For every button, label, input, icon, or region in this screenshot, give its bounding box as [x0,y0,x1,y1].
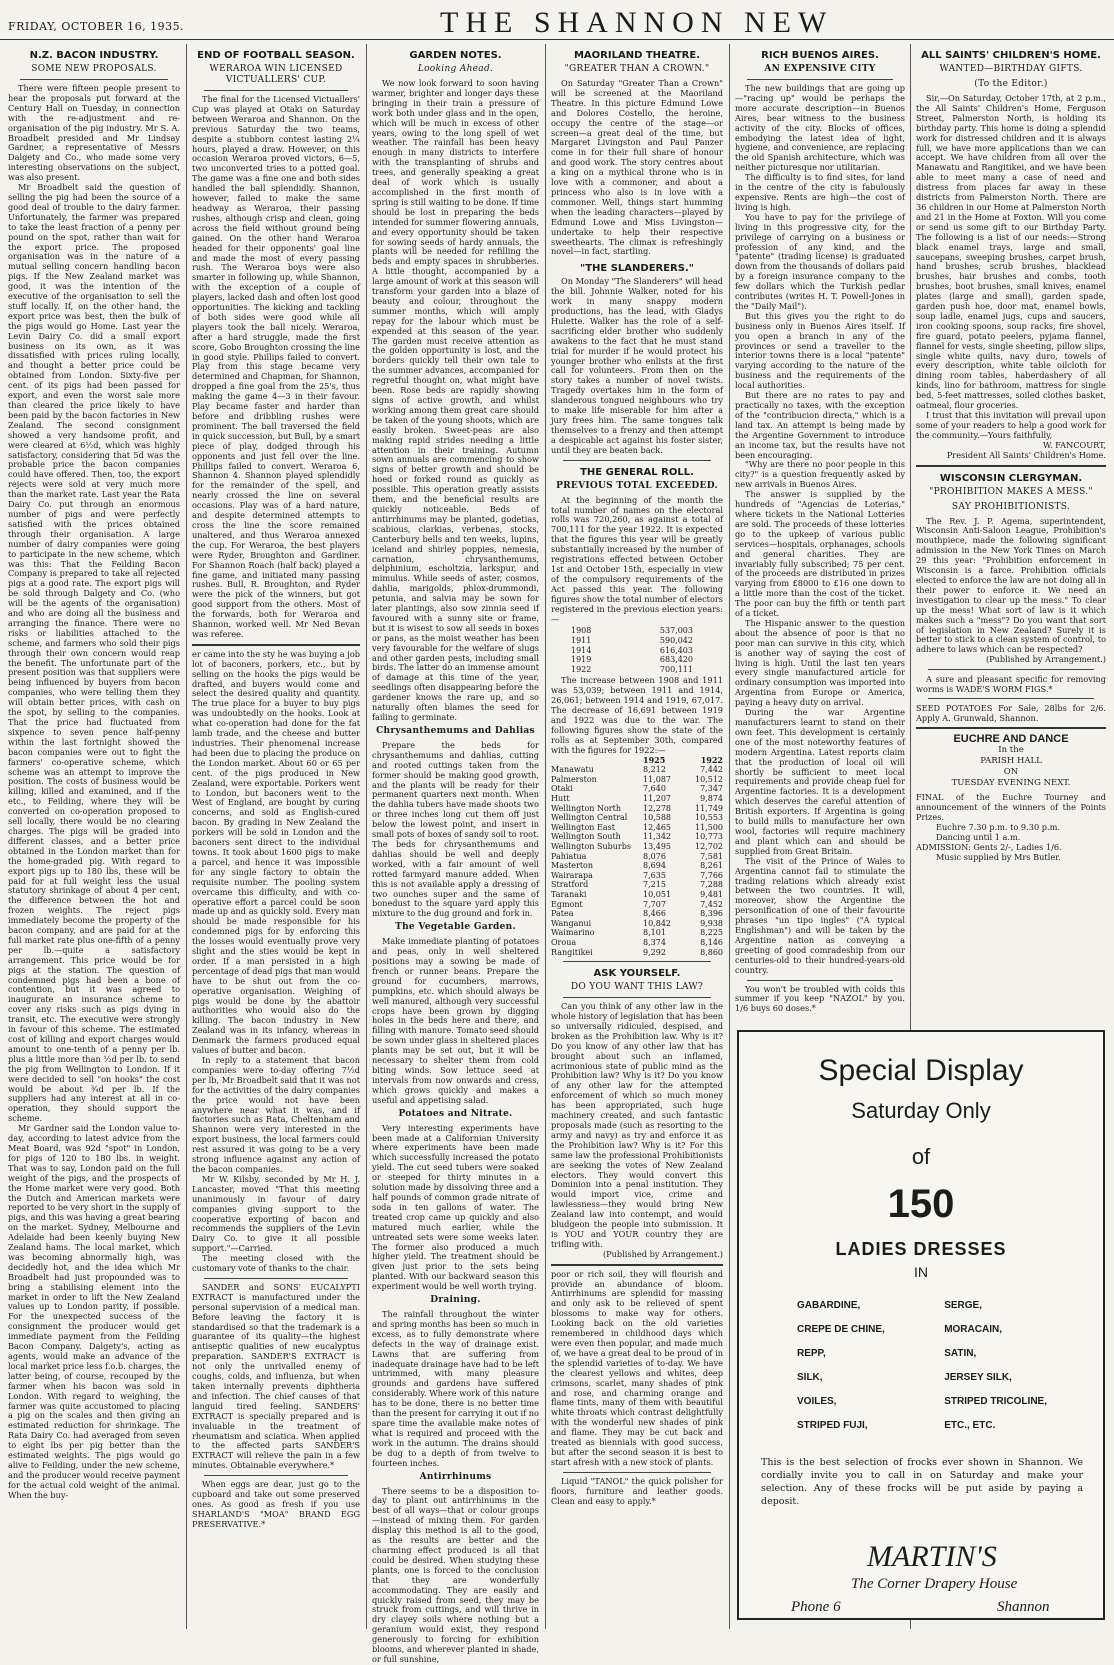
shop-town: Shannon [997,1599,1050,1615]
article-paragraph: Make immediate planting of potatoes and peas, only in well sheltered positions may a sowing be made of french or runner beans. Prepare the ground for cucumbers, marrows, pumpkins, etc. which should always be well manured, although very successful crops have been grown by digging holes in the beds here and there, and filling with manure. Tomato seed should be sown under glass in sheltered places plants may be set out, but it will be necessary to shelter them from cold biting winds. Sow lettuce seed at intervals from now onwards and cress, which grows quickly and makes a useful and appetising salad. [372,936,539,1105]
table-row [551,900,723,910]
table-cell: 11,087 [643,774,671,784]
article-paragraph: Mr W. Kilsby, seconded by Mr H. J. Lancaster, moved "That this meeting unanimously in favour of dairy companies giving support to the cooperative exporting of bacon and recommends the suppliers of the Levin Dairy Co. to give it all possible support."—Carried. [192,1173,360,1254]
article-subhead: AN EXPENSIVE CITY [764,64,876,74]
table-cell: Wellington Suburbs [551,841,631,851]
divider [928,669,1094,670]
issue-date: FRIDAY, OCTOBER 16, 1935. [8,20,185,33]
article-headline: THE GENERAL ROLL. [580,466,694,478]
table-row [551,832,723,842]
table-row [551,919,723,929]
table-row [571,636,693,646]
article-paragraph: On Saturday "Greater Than a Crown" will be screened at the Maoriland Theatre. In this picture Edmund Lowe and Dolores Costello, the heroine, occupy the centre of the stage—or screen—a great deal of the time, but Margaret Livingston and Paul Panzer come in for their full share of honour and good work. The story centres about a king on a mythical throne who is in love with a commoner, and about a princess who also is in love with a commoner. Well, things start humming when the leading characters—played by Edmund Lowe and Miss Livingston—undertake to help their respective sweethearts. The climax is refreshingly novel—in fact, startling. [551,78,723,257]
article-paragraph: The increase between 1908 and 1911 was 53,039; between 1911 and 1914, 26,061; between 1914 and 1919, 67,017. The decrease of 16,691 between 1919 and 1922 was due to the war. The following figures show the state of the rolls as at September 30th, compared with the figures for 1922:— [551,675,723,755]
article-paragraph: The Rev. J. P. Agema, superintendent, Wisconsin Anti-Saloon League, Prohibition's mouthpiece, made the following significant admission in the New York Times on March 29 this year: "Prohibition enforcement in Wisconsin is a farce. Prohibition officials elected to enforce the law are not doing all in their power to enforce it. We need an investigation to clear up the mess." To clear up the mess! What sort of law is it which makes such a "mess"? Do you want that sort of legislation in New Zealand? Surely it is better to stick to a clean system of control, to adhere to laws which can be respected? [916,515,1106,655]
article-paragraph: The visit of the Prince of Wales to Argentina cannot fail to stimulate the trading relations which already exist between the two countries. It will, moreover, show the Argentine the personification of one of their favourite phrases "un tipo ingles" ("A typical Englishman") and will be taken by the Argentine nation as conveying a greeting of good comradeship from our centuries-old to their hundred-years-old country. [735,855,905,975]
martins-advertisement [737,1030,1105,1620]
signature-title: President All Saints' Children's Home. [946,449,1106,460]
article-paragraph: The new buildings that are going up—"racing up" would be perhaps the more accurate description—in Buenos Aires, bear witness to the business activity of the city. Blocks of offices, embodying the latest idea of light, hygiene, and convenience, are replacing the old Spanish architecture, which was neither picturesque nor utilitarian. [735,83,905,173]
table-row [551,775,723,785]
table-cell: 8,261 [700,861,723,871]
section-subhead: The Vegetable Garden. [395,922,516,933]
article-paragraph: We now look forward to soon having warmer, brighter and longer days these bringing in their train a pressure of work both under glass and in the open, which will be much in excess of other years, owing to the long spell of wet weather. The rainfall has been heavy enough in many districts to interfere with the transplanting of shrubs and trees, and generally speaking a great deal of work which is usually accomplished in the first month of spring is still waiting to be done. If time should be lost in preparing the beds intended for summer flowering annuals, and every opportunity should be taken for sowing seeds of hardy annuals, the plants will be needed for refilling the beds and empty spaces in shrubberies. A little thought, accompanied by a large amount of work at this season will transform your garden into a blaze of beauty and colour, throughout the summer months, which will amply repay for the labour which must be expended at this season of the year. The garden must receive attention as the golden opportunity is lost, and the borders quickly tell their own tale to the summer advances, accompanied for regretful thought on, what might have been. Rose beds are rapidly showing signs of active growth, and whilst working among them great care should be taken of the young shoots, which are easily broken. Sweet-peas are also making rapid strides needing a little attention in their training. Autumn sown annuals are commencing to show signs of better growth and should be hoed or forked round as quickly as possible. This operation greatly assists them, and the beneficial results are quickly noticeable. Beds of antirrhinums may be planted, godetias, scabious, clarkias, verbenas, stocks, Canterbury bells and ten weeks, lupins, iceland and shirley poppies, nemesia, carnation, chrysanthemums, delphinium, escholtzia, larkspur, and mimulus. While seeds of aster, cosmos, dahlia, marigolds, phlox-drummondi, petunia, and salvia may be sown for later plantings, also sow zinnia seed if favoured with a sunny site or frame, but it is wisest to sow all seeds in boxes or pans, as the moist weather has been very favourable for the welfare of slugs and other garden pests, including small birds. The latter do an immense amount of damage at this time of the year, seedlings often disappearing before the gardener knows the rare up, and so naturally often blames the seed for failing to germinate. [372,78,539,722]
table-cell: Wellington South [551,832,621,842]
article-paragraph: In reply to a statement that bacon companies were to-day offering 7½d per lb, Mr Broadbelt said that it was not for the activities of the dairy companies the price would not have been anywhere near what it was, and if factories such as Rata, Cheltenham and Shannon were very interested in the export business, the local farmers could rest assured it was going to be a very strong influence against any action of the bacon companies. [192,1055,360,1174]
table-header [551,756,723,766]
ad-of: of [911,1144,931,1169]
table-cell: 616,403 [659,645,693,655]
ad-quantity: 150 [887,1182,955,1226]
table-cell: 590,042 [659,636,693,645]
fabric-item: STRIPED TRICOLINE, [944,1396,1047,1407]
table-cell: Stratford [551,880,589,890]
ad-note: This is the best selection of frocks ever shown in Shannon. We cordially invite you to call in on Saturday and make your selection. Any of these frocks will be put aside by paying a deposit. [761,1457,1083,1507]
article-paragraph: er came into the sty he was buying a job lot of baconers, porkers, etc., but by selling on the hooks the pigs would be drafted, and buyers would come and select the desired quality and quantity. The true place for a buyer to buy pigs was undoubtedly on the hooks. Look at what co-operation had done for the fat lamb trade, and the cheese and butter industries. Their phenomenal increase had been due to placing the produce on the London market. About 60 or 65 per cent. of the pigs produced in New Zealand, were exportable. Porkers went to London, but baconers went to the West of England, are bought by curing concerns, and sold as English-cured bacon. By grading in New Zealand the porkers will be sold in London and the baconers sent direct to the individual towns. It took about 1600 pigs to make a parcel, and hence it was impossible for any single factory to obtain the requisite number. The pooling system overcame this difficulty, and with co-operative effort a parcel could be soon made up and as quickly sold. Every man should be made responsible for his condemned pigs for by enforcing this the losses would eventually prove very slight and the sties would be kept in order. If a man persisted in a high percentage of dead pigs that man would have to be shut out from the co-operative organisation. Weighing of pigs would be done by the abattoir authorities who would also do the killing. The bacon industry in New Zealand was in its infancy, whereas in Denmark the farmers produced equal values of butter and bacon. [192,648,360,1056]
article-paragraph: There were fifteen people present to hear the proposals put forward at the Century Hall on Tuesday, in connection with the re-adjustment and re-organisation of the pig industry. Mr S. A. Broadbelt presided and Mr Lindsay Gardner, a representative of Messrs Dalgety and Co., who made some very interesting observations on the subject, was also present. [8,83,180,183]
table-cell: Taranaki [551,889,587,899]
table-cell: 8,466 [643,909,666,919]
table-row [551,794,723,804]
event-detail: FINAL of the Euchre Tourney and announcement of the winners of the Points Prizes. [916,792,1106,823]
fabric-item: SATIN, [944,1348,977,1359]
table-cell: 10,773 [695,832,723,842]
article-subhead: SAY PROHIBITIONISTS. [951,501,1071,512]
divider [204,1475,348,1476]
article-paragraph: "Why are there no poor people in this city?" is a question frequently asked by new arrivals in Buenos Aires. [735,459,905,490]
section-subhead: Antirrhinums [419,1471,492,1482]
article-paragraph: But there are no rates to pay and practically no taxes, with the exception of the "contribucion directa," which is a land tax. An attempt is being made by the Argentine Government to introduce an income tax, but the results have not been encouraging. [735,390,905,460]
divider [916,727,1106,729]
article-subhead: SOME NEW PROPOSALS. [31,64,157,74]
table-row [551,842,723,852]
article-paragraph: Sir,—On Saturday, October 17th, at 2 p.m., the All Saints' Children's Home, Ferguson Street, Palmerston North, is holding its birthday party. This home is doing a splendid work for distressed children and it is always full, we have more applications than we can accept. We have children from all over the Manawatu and Rangitikei, and we have been able to meet many a case of need and distress from places far away in these districts from Palmerston North. There are 36 children in our Home at Palmerston North and 21 in the Home at Foxton. Will you come or send us some gift to our Birthday Party. The following is a list of our needs:—Strong black enamel trays, large and small, saucepans, sweeping brushes, carpet brush, hand brushes, scrub brushes, blacklead brushes, hair brushes and combs, tooth brushes, boot brushes, small knives, enamel plates (large and small), garden spade, garden push hoe, door mat, enamel bowls, soup ladle, enamel jugs, cups and saucers, iron cooking spoons, soup racks, fire shovel, fire guard, potato peelers, pyjama flannel, flannel for vests, single sheeting, pillow slips, single white quilts, navy duro, towels of every description, white table oilcloth for dining room tables, haberdashery of all kinds, lino for bathroom, mattress for single bed, 5-feet mattresses, soiled clothes basket, oatmeal, flour groceries. [916,93,1106,411]
table-cell: 12,465 [643,822,671,832]
section-subhead: Chrysanthemums and Dahlias [376,725,535,736]
table-row [551,871,723,881]
newspaper-title: THE SHANNON NEW [440,6,834,39]
article-paragraph: I trust that this invitation will prevail upon some of your readers to help a good work for the community.—Yours faithfully, [916,410,1106,440]
fabric-item: SILK, [797,1372,823,1383]
column-theatre-roll [551,44,723,1629]
table-cell: Manawatu [551,765,594,775]
classified-ad: SEED POTATOES For Sale, 28lbs for 2/6. Apply A. Grunwald, Shannon. [916,703,1106,724]
table-cell: 1919 [571,655,592,665]
table-cell: 9,938 [700,918,723,928]
article-headline: GARDEN NOTES. [409,50,502,61]
section-subhead: Draining. [430,1295,481,1306]
table-cell: Palmerston [551,774,597,784]
fabric-item: MORACAIN, [944,1324,1002,1335]
article-paragraph: The meeting closed with the customary vote of thanks to the chair. [192,1253,360,1274]
table-cell: 7,347 [700,784,723,794]
table-cell: 11,342 [643,832,671,842]
fabric-list-left [797,1294,885,1438]
table-row [551,909,723,919]
table-cell: 7,442 [700,765,723,775]
masthead [0,0,1114,40]
divider [747,980,893,981]
table-cell: 537,003 [659,626,693,636]
divider [563,460,711,461]
table-cell: 700,111 [659,664,693,674]
table-cell: 10,051 [643,889,671,899]
table-cell: 11,500 [695,822,723,832]
event-line: ON [1003,767,1019,778]
advertisement-text: A sure and pleasant specific for removing worms is WADE'S WORM FIGS.* [916,674,1106,695]
table-row [551,861,723,871]
table-cell: 1922 [571,664,592,674]
divider [192,644,360,646]
table-cell: Wellington North [551,803,621,813]
article-credit: (Published by Arrangement.) [985,654,1106,665]
table-cell: Wellington East [551,822,615,832]
signature-name: W. FANCOURT, [1043,439,1106,450]
table-cell: 8,374 [643,937,666,947]
table-row [551,813,723,823]
table-cell: 8,694 [643,861,666,871]
event-detail: Music supplied by Mrs Butler. [936,852,1061,863]
table-cell: 9,292 [643,947,666,957]
article-paragraph: Mr Gardner said the London value to-day, according to latest advice from the Meat Board, was 92d "spot" in London, for pigs of 120 to 180 lbs. in weight. That was to say, London paid on the full weight of the pigs, and the prospects of the Home market were very good. Both the Dutch and American markets were reported to be very short in the supply of pigs, and this was having a great bearing on the market. Sydney, Melbourne and Adelaide had been keenly buying New Zealand hams. The local market, which was becoming abnormally high, was decidedly hot, and the idea which Mr Broadbelt had just propounded was to bring a stabilising element into the market in order to lift the New Zealand values up to London parity, if possible. For the unexpected success of the consignment the producer would get immediate payment from the Feilding Bacon Company. Dalgety's, acting as agents, would make an advance of the local market price less f.o.b. charges, the latter being, of course, recouped by the farmer when his bacon was sold in London. With regard to weighing, the farmer was quite accustomed to placing a pig on the scales and then giving an estimated reduction for shrinkage. The Rata Dairy Co. had averaged from seven to eight lbs per pig better than the estimated weights. The pigs would go alive to Feilding, under the new scheme, and the producer would receive payment for the actual cold weight of the animal. When the buy- [8,1123,180,1500]
table-cell: 1914 [571,645,592,655]
event-admission: ADMISSION: Gents 2/-, Ladies 1/6. [916,842,1062,853]
shop-phone: Phone 6 [791,1599,841,1615]
table-header-cell: 1922 [700,754,723,765]
article-headline: RICH BUENOS AIRES. [761,50,879,61]
article-paragraph: The Hispanic answer to the question about the absence of poor is that no poor man can survive in this city, which is another way of saying the cost of living is high. Until the last ten years every single manufactured article for ordinary consumption was imported into Argentina from Europe or America, paying a heavy duty on arrival. [735,617,905,708]
table-row [551,765,723,775]
article-credit: (Published by Arrangement.) [602,1248,723,1259]
table-cell: 8,101 [643,928,666,938]
table-cell: 10,842 [643,918,671,928]
article-subhead: DO YOU WANT THIS LAW? [570,982,704,993]
article-headline: ALL SAINTS' CHILDREN'S HOME. [921,50,1101,61]
advertisement-text: When eggs are dear, just go to the cupboard and take out some preserved ones. As good as fresh if you use SHARLAND'S "MOA" BRAND EGG PRESERVATIVE.* [192,1479,360,1529]
shop-name: MARTIN'S [867,1540,997,1573]
divider [928,698,1094,699]
shop-tagline: The Corner Drapery House [851,1576,1018,1592]
table-cell: 7,581 [700,851,723,861]
table-row [551,928,723,938]
advertisement-text: You won't be troubled with colds this summer if you keep "NAZOL" by you. 1/6 buys 60 doses.* [735,983,905,1014]
table-cell: Rangitikei [551,947,593,957]
column-divider [545,44,546,1629]
event-line: In the [998,745,1024,756]
divider [551,1264,723,1266]
column-garden-notes [372,44,539,1664]
table-cell: Wanganui [551,918,592,928]
event-title: EUCHRE AND DANCE [953,733,1069,746]
article-paragraph: At the beginning of the month the total number of names on the electoral rolls was 720,260, as against a total of 700,111 for the year 1922. It is expected that the figures this year will be greatly substantially increased by the number of registrations effected between October 1st and October 15th, especially in view of the compulsory requirements of the Act passed this year. The following figures show the total number of electors registered in the previous election years:— [551,494,723,624]
column-buenos-aires [735,44,905,1029]
table-cell: 8,076 [643,851,666,861]
table-cell: 12,702 [695,841,723,851]
table-cell: Wairarapa [551,870,593,880]
fabric-item: REPP, [797,1348,826,1359]
divider [563,997,711,998]
column-divider [366,44,367,1629]
fabric-item: ETC., ETC. [944,1420,996,1431]
column-football [192,44,360,1629]
table-row [551,948,723,958]
event-date: TUESDAY EVENING NEXT. [951,778,1071,789]
event-detail: Dancing until 1 a.m. [936,832,1021,843]
table-cell: 7,766 [700,870,723,880]
table-cell: 11,207 [643,794,671,803]
table-cell: 8,396 [700,909,723,919]
column-divider [186,44,187,1629]
article-paragraph: The final for the Licensed Victuallers' Cup was played at Otaki on Saturday between Weraroa and Shannon. On the previous Saturday the two teams, despite a stubborn contest lasting 2¼ hours, played a draw. However, on this occasion Weraroa proved victors, 6—5, two unconverted tries to a potted goal. The game was a fine one and both sides handled the ball splendidly. Shannon, however, failed to make the same headway as Weraroa, their passing rushes, although crisp and clean, going across the field without ground being gained. On the other hand Weraroa headed for their opponents' goal line and made the most of every passing rush. The Weraroa boys were also smarter in following up, while Shannon, with the exception of a couple of players, lacked dash and often lost good opportunities. The kicking and tackling of both sides were good while all players took the ball nicely. Weraroa, after a hard struggle, made the first score, Gobo Broughton crossing the line in good style. Phillips failed to convert. Play from this stage became very determined and Chapman, for Shannon, dropped a fine goal from the 25's, thus making the game 4—3 in their favour. Play became faster and harder than before and dribbling rushes were prominent. The ball traversed the field in quick succession, but Bull, by a smart piece of play, dodged through his opponents and just fell over the line. Phillips failed to convert. Weraroa 6, Shannon 4. Shannon played splendidly for the remainder of the spell, and nearly crossed the line on several occasions. Play was of a hard nature, and despite determined attempts to cross the line the score remained unaltered, and thus Weraroa annexed the cup. For Weraroa, the best players were Ryder, Broughton and Gardiner. For Shannon Roach (half back) played a fine game, and initiated many passing rushes. Bull, R. Broughton, and Ryder were the pick of the winners, but got good support from the others. Most of the forwards, both for Weraroa and Shannon, worked well. Mr Ned Bevan was referee. [192,94,360,639]
fabric-item: VOILES, [797,1396,837,1407]
fabric-list-right [944,1294,1047,1438]
event-venue: PARISH HALL [980,756,1042,767]
table-cell: 8,860 [700,947,723,957]
article-subhead: "PROHIBITION MAKES A MESS." [929,486,1093,497]
section-subhead: Potatoes and Nitrate. [398,1108,513,1119]
table-cell: 10,512 [695,774,723,784]
advertisement-text: SANDER and SONS' EUCALYPTI EXTRACT is manufactured under the personal supervision of a medical man. Before leaving the factory it is standardised so that the trademark is a guarantee of its quality—the highest antiseptic qualities of new eucalyptus preparation. SANDER'S EXTRACT is not only the unrivalled enemy of coughs, colds, and influenza, but when taken internally prevents diphtheria and infection. The chief causes of that languid tired feeling. SANDERS' EXTRACT is specially prepared and is invaluable in the treatment of rheumatism and sciatica. When applied to the affected parts SANDER'S EXTRACT will relieve the pain in a few minutes. Obtainable everywhere.* [192,1281,360,1471]
article-headline: END OF FOOTBALL SEASON. [197,50,355,61]
table-row [551,890,723,900]
table-cell: 7,452 [700,899,723,909]
fabric-item: SERGE, [944,1300,982,1311]
article-headline: N.Z. BACON INDUSTRY. [29,50,159,61]
divider [563,1472,711,1473]
table-row [551,852,723,862]
table-cell: Egmont [551,899,583,909]
table-cell: 13,495 [643,841,671,851]
article-subhead: WANTED—BIRTHDAY GIFTS. [939,64,1083,74]
table-cell: 10,553 [695,813,723,823]
ad-product: LADIES DRESSES [835,1239,1007,1259]
table-cell: 683,420 [659,655,693,665]
article-paragraph: On Monday "The Slanderers" will head the bill. Johnnie Walker, noted for his work in many snappy modern productions, has the lead, with Gladys Hulette. Walker has the role of a self-sacrificing elder brother who suddenly awakens to the fact that he must stand trial for murder if he would protect his younger brother who enlists at the first call for volunteers. From then on the story takes a number of novel twists. Tragedy overtakes him in the form of slanderous tongued neighbours who try to make life miserable for him after a jury frees him. The same tongues talk themselves to a frenzy and then attempt a despicable act against his foster sister, until they are beaten back. [551,276,723,455]
ad-subheadline: Saturday Only [851,1098,991,1123]
article-paragraph: There seems to be a disposition to-day to plant out antirrhinums in the best of all ways—that or colour groups—instead of mixing them. For garden display this method is all to the good, as the results are better and the charming effect produced is all that could be desired. When studying these plants, one is forced to the conclusion that they are wonderfully accommodating. They are easily and quickly raised from seed, they may be struck from cuttings, and will thrive in dry clayey soils where nothing but a geranium would exist, they respond generously to forcing for exhibition blooms, and wherever planted in shade, or full sunshine, [372,1485,539,1664]
table-cell: 7,215 [643,880,666,890]
table-cell: 8,212 [643,765,666,775]
table-row [571,646,693,656]
article-subhead: Looking Ahead. [417,64,494,74]
table-cell: Hutt [551,794,570,803]
article-paragraph: During the war Argentine manufacturers learnt to stand on their own feet. This development is certainly one of the most noteworthy features of modern Argentina. Latest reports claim that the production of local oil will shortly be sufficient to meet local requirements and provide cheap fuel for Argentine factories. It is a development which deserves the careful attention of British exporters. If Argentina is going to build mills to manufacture her own wool, factories will require machinery and plant which can and should be supplied from Great Britain. [735,707,905,856]
ad-in: IN [914,1264,928,1280]
article-paragraph: You have to pay for the privilege of living in this progressive city, for the privilege of carrying on a business or profession of any kind, and the "patente" (trading license) is graduated down from the thousands of dollars paid by a foreign insurance company to the few dollars which the Turkish pedlar contributes (writes H. T. Powell-Jones in the "Daily Mail"). [735,211,905,311]
table-cell: Pahiatua [551,851,587,861]
event-detail: Euchre 7.30 p.m. to 9.30 p.m. [936,822,1060,833]
fabric-item: JERSEY SILK, [944,1372,1012,1383]
article-paragraph: The difficulty is to find sites, for land in the centre of the city is fabulously expensive. Rents are high—the cost of living is high. [735,172,905,212]
table-cell: 7,707 [643,899,666,909]
article-paragraph: Very interesting experiments have been made at a Californian University where experiments have been made which successfully increased the potato yield. The cut seed tubers were soaked or steeped for thirty minutes in a solution made by dissolving three and a half pounds of common grade nitrate of soda in ten gallons of water. The treated crop came up quickly and also matured much earlier, while the untreated sets were some weeks later. The former also produced a much higher yield. The treatment should be given just prior to the sets being planted. With our backward season this experiment would be well worth trying. [372,1122,539,1292]
table-cell: Oroua [551,937,577,947]
fabric-list [739,1280,1103,1438]
divider [204,90,348,91]
article-headline: ASK YOURSELF. [593,968,681,980]
table-row [551,823,723,833]
article-paragraph: Can you think of any other law in the whole history of legislation that has been so universally ridiculed, despised, and broken as the Prohibition law. Why is it? Do you know of any other law that has brought about such an inflamed, acrimonious state of public mind as the Prohibition law? Why is it? Do you know of any other law for the attempted enforcement of which so much money has been appropriated, such huge machinery created, and such fantastic proposals made (such as resorting to the army and navy) as try and enforce it as the Prohibition law? Why is it? For this same law the professional Prohibitionists are seeking the votes of New Zealand electors. They would convert this Dominion into a penal institution. They would import vice, crime and lawlessness—they would bring New Zealand law into contempt, and would bludgeon the people into submission. It is YOU and YOUR country they are trifling with. [551,1001,723,1249]
fabric-item: CREPE DE CHINE, [797,1324,885,1335]
ad-headline: Special Display [818,1054,1024,1087]
article-paragraph: poor or rich soil, they will flourish and provide an abundance of bloom. Antirrhinums are splendid for massing and only ask to be relieved of spent blossoms to make way for others. Looking back on the old varieties remembered in childhood days which were even then popular, and made much of, we have a great deal to be proud of in the splendid varieties of to-day. We have the clearest yellows and whites, deep crimsons, scarlet, many shades of pink and rose, and charming orange and flame tints, many of them with beautiful white throats which contrast delightfully with the wonderful new shades of pink and flame. They may be cut back and treated as biennials with good success, but after the second season it is best to start afresh with a new stock of plants. [551,1268,723,1467]
table-cell: 7,640 [643,784,666,794]
article-subhead: "GREATER THAN A CROWN." [564,64,710,74]
table-header-cell: 1925 [643,754,666,765]
table-cell: 9,874 [700,794,723,803]
column-bacon-industry [8,44,180,1629]
table-cell: Wellington Central [551,813,628,823]
table-cell: 1908 [571,626,592,636]
table-cell: 8,146 [700,937,723,947]
article-paragraph: But this gives you the right to do business only in Buenos Aires itself. If you open a branch in any of the provinces or send a traveller to the interior towns there is a local "patente" varying according to the nature of the business and the requirements of the local authorities. [735,310,905,391]
table-cell: 12,278 [643,803,671,813]
table-cell: Masterton [551,861,594,871]
table-row [551,784,723,794]
article-headline: "THE SLANDERERS." [580,263,694,275]
electorate-rolls-table [551,765,723,957]
article-headline: MAORILAND THEATRE. [573,50,700,61]
column-divider [729,44,730,1629]
table-row [551,880,723,890]
table-row [551,804,723,814]
table-cell: Patea [551,909,574,919]
table-cell: 11,749 [695,803,723,813]
table-row [571,655,693,665]
table-cell: Otaki [551,784,573,794]
article-paragraph: The rainfall throughout the winter and spring months has been so much in excess, as to fully demonstrate where defects in the way of drainage exist. Lawns that are suffering from inadequate drainage have had to be left untrimmed, with many pleasure grounds and gardens have suffered considerably. Where work of this nature has to be done, there is no better time than the present for carrying it out if no spare time the available make notes of what is required and proceed with the work in the autumn. The drains should be dug to a depth of from twelve to fourteen inches. [372,1309,539,1468]
table-cell: 7,635 [643,870,666,880]
table-cell: Waimarino [551,928,595,938]
fabric-item: STRIPED FUJI, [797,1420,868,1431]
article-paragraph: Prepare the beds for chrysanthemums and dahlias, cutting and rooted cuttings taken from the former should be making good growth, and the plants will be ready for their permanent quarters next month. When the dahlia tubers have made shoots two or three inches long cut them off just below the lowest point, and insert in small pots of boxes of sandy soil to root. The beds for chrysanthemums and dahlias should be well and deeply worked, with a fair amount of well rotted farmyard manure added. When this is not available apply a dressing of two ounches super and the same of bonedust to the square yard apply this mixture to the dug ground and fork in. [372,739,539,919]
table-row [571,626,693,636]
column-childrens-home [916,44,1106,1029]
divider [916,465,1106,467]
table-cell: 8,225 [700,928,723,938]
table-row [551,938,723,948]
table-cell: 10,588 [643,813,671,823]
table-cell: 9,481 [700,889,723,899]
advertisement-text: Liquid "TANOL" the quick polisher for floors, furniture and leather goods. Clean and easy to apply.* [551,1475,723,1506]
article-headline: WISCONSIN CLERGYMAN. [939,472,1083,484]
table-row [571,665,693,675]
table-cell: 1911 [571,636,592,645]
divider [747,79,893,80]
divider [204,1278,348,1279]
divider [563,961,711,962]
article-paragraph: Mr Broadbelt said the question of selling the pig had been the source of a good deal of trouble to the dairy farmer. Unfortunately, the farmer was prepared to take the least fraction of a penny per pound on the spot, rather than wait for the export price. The proposed organisation was in the nature of a mutual selling concern handling bacon pigs. If the New Zealand market was good, it was the intention of the executive of the organisation to sell the stuff locally. If, on the other hand, the export price was best, then the bulk of the pigs would go Home. Last year the Levin Dairy Co. did a small export business on its own, as it was dissatisfied with prices ruling locally, and thought a better price could be obtained from London. Sixty-five per cent. of its pigs had been passed for export, and even the worst sale more than cleared the price likely to have been paid by the bacon factories in New Zealand. The second consignment showed a very handsome profit, and were cleared at 6½d, which was highly satisfactory, considering that 5d was the probable price the bacon companies could have offered. Then, too, the export rejects were sold at very much more than the market rate. Last year the Rata Dairy Co. put through an enormous number of pigs and were perfectly satisfied with the prices obtained through their organisation. A large number of dairy companies were going to participate in the new scheme, which was this: That the Feilding Bacon Company is prepared to take all rejected pigs at a good rate. The export pigs will be sold through Dalgety and Co. (who will be the agents of the organisation) and who are doing all the business and arranging the finance. There were no risks or liabilities attached to the scheme, and farmers who sold their pigs through their own concern would reap the benefit. The unfortunate part of the present position was that suppliers were being influenced by buyers from bacon companies, who were telling them they will obtain better prices, with cash on the spot, by selling to the companies. That the price had fluctuated from sixpence to seven pence half-penny within the last fortnight showed the bacon companies were out to fight the farmers' co-operative scheme, which scheme was an attempt to improve the position. The costs of business would be killing, killed and examined, and if the etc., to Feilding, where they will be converted on co-operation proposed to sell locally, there would be no clearing charges. The pigs will be graded into different classes, and a better price obtained in the London market than for the home-graded pig. With regard to export pigs up to 180 lbs, these will be paid for at full weight less the usual statutory shrinkage of about 4 per cent, the difference between the hot and frozen weights. The reject pigs immediately become the property of the bacon company, and are paid for at the full market rate plus one-fifth of a penny per lb.—quite a satisfactory arrangement. This price would be for pigs at the station. The question of condemned pigs had been a bone of contention, but it was agreed to inaugurate an insurance scheme to cover any risks such as pigs dying in transit, etc. The executive were strongly in favour of this scheme. The estimated cost of killing and export charges would amount to one-tenth of a penny per lb. plus a little more than ½d per lb. to send the pig from Wellington to London. If it were decided to sell "on hooks" the cost would be about ¾d per lb. If the suppliers had any interest at all in co-operation, they should support the scheme. [8,182,180,1124]
fabric-item: GABARDINE, [797,1300,861,1311]
article-subhead: WERAROA WIN LICENSED VICTUALLERS' CUP. [209,64,343,85]
table-cell: 7,288 [700,880,723,890]
elector-years-table [551,624,723,676]
article-paragraph: The answer is supplied by the hundreds of "Agencias de Loterias," where tickets in the National Lotteries are sold. The proceeds of these lotteries go to the upkeep of various public services—hospitals, orphanages, schools and general charities. They are invariably fully subscribed; 75 per cent. of the proceeds are distributed in prizes varying from £8000 to £16 one down to a little more than the cost of the ticket. The poor can buy the fifth or tenth part of a ticket. [735,489,905,619]
divider [20,79,168,80]
article-subhead: PREVIOUS TOTAL EXCEEDED. [556,480,718,491]
letter-label: (To the Editor.) [974,79,1048,89]
